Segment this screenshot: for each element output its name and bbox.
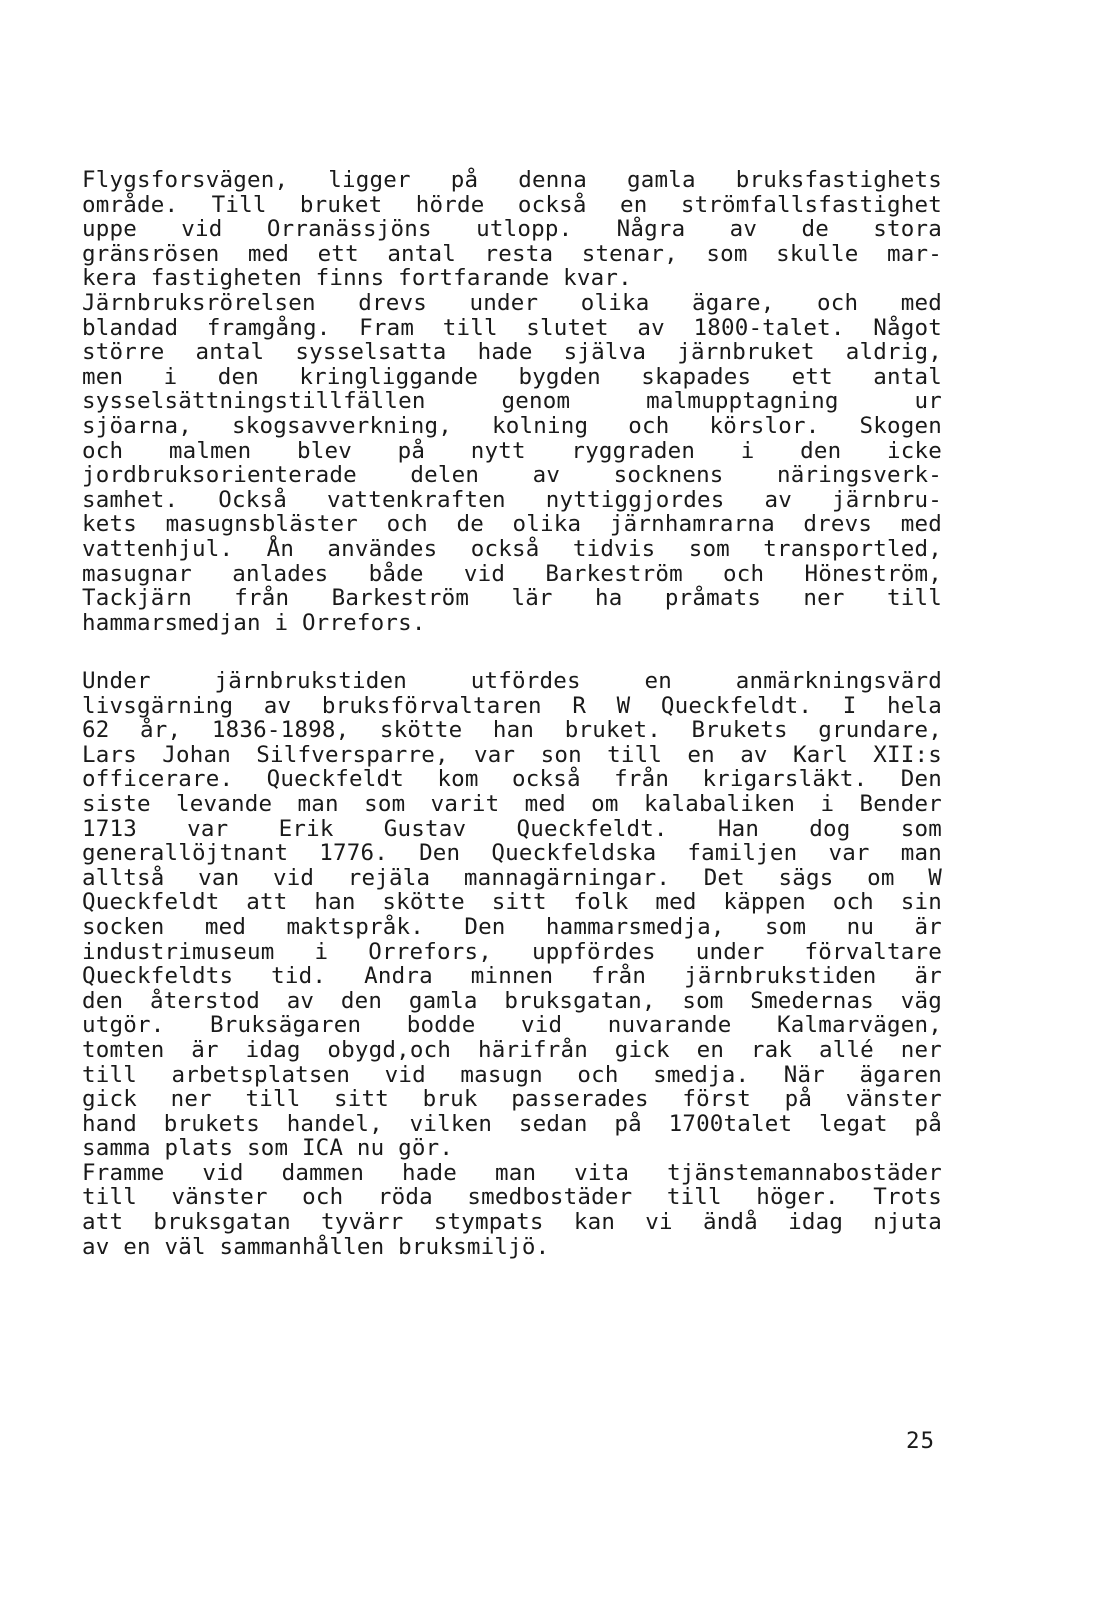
text-line: område. Till bruket hörde också en strömfallsfastighet xyxy=(82,191,942,218)
text-line: alltså van vid rejäla mannagärningar. Det sägs om W xyxy=(82,864,942,891)
text-line: 62 år, 1836-1898, skötte han bruket. Brukets grundare, xyxy=(82,717,942,744)
text-line: gick ner till sitt bruk passerades först på vänster xyxy=(82,1086,942,1113)
text-line: generallöjtnant 1776. Den Queckfeldska familjen var man xyxy=(82,840,942,867)
text-line: Under järnbrukstiden utfördes en anmärkningsvärd xyxy=(82,668,942,694)
text-line: och malmen blev på nytt ryggraden i den icke xyxy=(82,437,942,464)
text-line: industrimuseum i Orrefors, uppfördes under förvaltare xyxy=(82,938,942,965)
text-line: Lars Johan Silfversparre, var son till en av Karl XII:s xyxy=(82,741,942,768)
text-line: att bruksgatan tyvärr stympats kan vi ändå idag njuta xyxy=(82,1209,942,1236)
text-line: siste levande man som varit med om kalabaliken i Bender xyxy=(82,790,942,817)
text-line: hand brukets handel, vilken sedan på 1700talet legat på xyxy=(82,1110,942,1137)
text-line: blandad framgång. Fram till slutet av 1800-talet. Något xyxy=(82,314,942,341)
text-line: tomten är idag obygd,och härifrån gick en rak allé ner xyxy=(82,1036,942,1063)
text-line: Framme vid dammen hade man vita tjänstemannabostäder xyxy=(82,1159,942,1186)
text-line: kets masugnsbläster och de olika järnhamrarna drevs med xyxy=(82,511,942,538)
text-line: socken med maktspråk. Den hammarsmedja, som nu är xyxy=(82,913,942,940)
text-line: Flygsforsvägen, ligger på denna gamla bruksfastighets xyxy=(82,167,942,193)
text-line: sysselsättningstillfällen genom malmupptagning ur xyxy=(82,388,942,415)
text-line: Queckfeldts tid. Andra minnen från järnbrukstiden är xyxy=(82,963,942,990)
text-line: till arbetsplatsen vid masugn och smedja. När ägaren xyxy=(82,1061,942,1088)
page-number: 25 xyxy=(906,1428,936,1454)
text-line: till vänster och röda smedbostäder till höger. Trots xyxy=(82,1184,942,1211)
paragraph-2 xyxy=(82,669,942,1259)
text-line: sjöarna, skogsavverkning, kolning och körslor. Skogen xyxy=(82,412,942,439)
text-line: Järnbruksrörelsen drevs under olika ägare, och med xyxy=(82,289,942,316)
text-line: större antal sysselsatta hade själva järnbruket aldrig, xyxy=(82,339,942,366)
text-line: vattenhjul. Ån användes också tidvis som transportled, xyxy=(82,535,942,562)
text-line: gränsrösen med ett antal resta stenar, som skulle mar- xyxy=(82,240,942,267)
text-line: kera fastigheten finns fortfarande kvar. xyxy=(82,265,632,292)
text-line: masugnar anlades både vid Barkeström och Höneström, xyxy=(82,560,942,587)
text-line: 1713 var Erik Gustav Queckfeldt. Han dog som xyxy=(82,815,942,842)
text-line: Queckfeldt att han skötte sitt folk med käppen och sin xyxy=(82,889,942,916)
text-line: hammarsmedjan i Orrefors. xyxy=(82,609,426,636)
paragraph-1 xyxy=(82,168,942,635)
text-line: samma plats som ICA nu gör. xyxy=(82,1135,454,1162)
text-line: officerare. Queckfeldt kom också från krigarsläkt. Den xyxy=(82,766,942,793)
text-line: utgör. Bruksägaren bodde vid nuvarande Kalmarvägen, xyxy=(82,1012,942,1039)
text-line: men i den kringliggande bygden skapades ett antal xyxy=(82,363,942,390)
text-line: Tackjärn från Barkeström lär ha pråmats ner till xyxy=(82,585,942,612)
text-line: den återstod av den gamla bruksgatan, som Smedernas väg xyxy=(82,987,942,1014)
text-line: samhet. Också vattenkraften nyttiggjordes av järnbru- xyxy=(82,486,942,513)
text-line: av en väl sammanhållen bruksmiljö. xyxy=(82,1233,550,1260)
text-line: uppe vid Orranässjöns utlopp. Några av de stora xyxy=(82,216,942,243)
text-line: jordbruksorienterade delen av socknens näringsverk- xyxy=(82,462,942,489)
text-line: livsgärning av bruksförvaltaren R W Queckfeldt. I hela xyxy=(82,692,942,719)
